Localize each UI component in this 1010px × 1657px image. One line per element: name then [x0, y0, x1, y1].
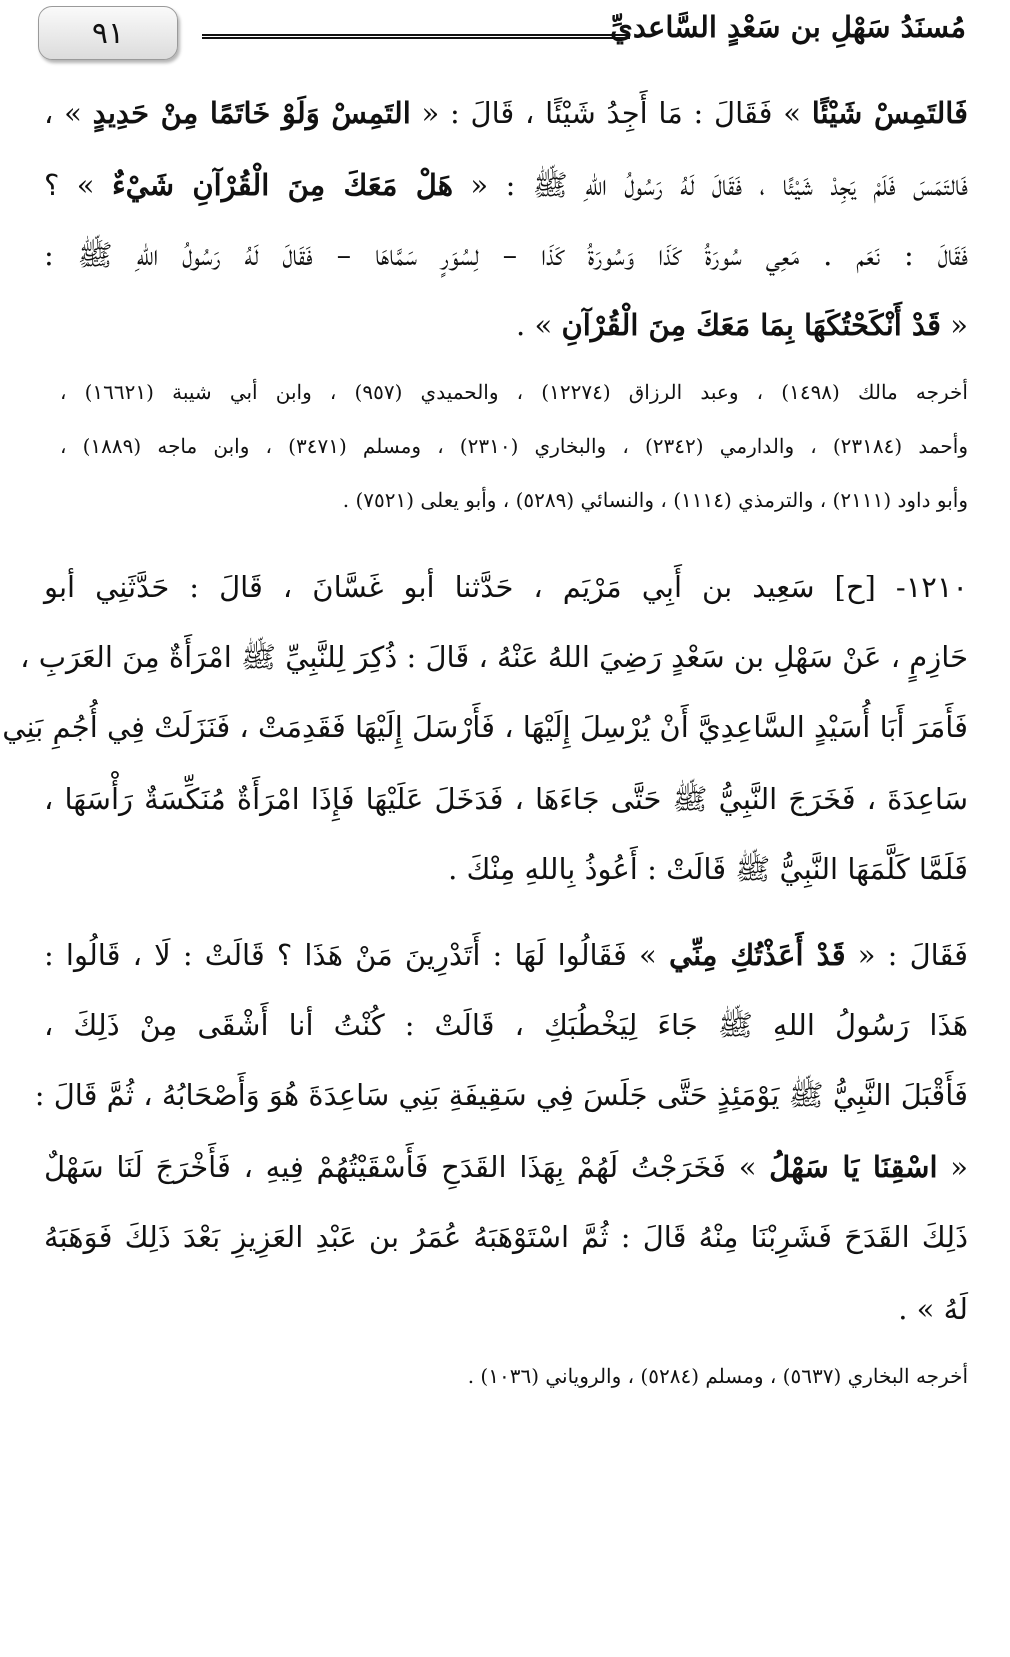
text-line [44, 1220, 968, 1255]
text-segment: فَأَمَرَ أَبَا أُسَيْدٍ السَّاعِدِيَّ أَنْ يُرْسِلَ إِلَيْهَا ، فَأَرْسَلَ إِلَيْهَا فَقَدِمَتْ ، فَنَزَلَتْ فِي أُجُمِ بَنِي [2, 710, 968, 744]
text-line [44, 852, 968, 887]
text-line [44, 938, 968, 973]
text-segment: سَاعِدَةَ ، فَخَرَجَ النَّبِيُّ ﷺ حَتَّى جَاءَهَا ، فَدَخَلَ عَلَيْهَا فَإِذَا امْرَأَةٌ مُنَكِّسَةٌ رَأْسَهَا ، [44, 782, 968, 816]
footnote-line: أخرجه مالك (١٤٩٨) ، وعبد الرزاق (١٢٢٧٤) ، والحميدي (٩٥٧) ، وابن أبي شيبة (١٦٦٢١) ، [60, 380, 968, 404]
text-segment: ١٢١٠- [ح] سَعِيد بن أَبِي مَرْيَم ، حَدَّثنا أبو غَسَّانَ ، قَالَ : حَدَّثَنِي أبو [44, 570, 968, 604]
bold-quote: اسْقِنَا يَا سَهْلُ [769, 1150, 938, 1184]
text-segment: حَازِمٍ ، عَنْ سَهْلِ بن سَعْدٍ رَضِيَ اللهُ عَنْهُ ، قَالَ : ذُكِرَ لِلنَّبِيِّ ﷺ امْرَأَةٌ مِنَ العَرَبِ ، [20, 640, 968, 674]
text-line [34, 1078, 968, 1113]
text-line [44, 1292, 968, 1327]
bold-quote: التَمِسْ وَلَوْ خَاتَمًا مِنْ حَدِيدٍ [92, 96, 411, 130]
text-line [20, 640, 968, 675]
header-rule [202, 34, 630, 39]
text-segment: فَلَمَّا كَلَّمَهَا النَّبِيُّ ﷺ قَالَتْ : أَعُوذُ بِاللهِ مِنْكَ . [448, 852, 968, 886]
footnote-line: وأبو داود (٢١١١) ، والترمذي (١١١٤) ، والنسائي (٥٢٨٩) ، وأبو يعلى (٧٥٢١) . [342, 488, 968, 512]
text-segment: « [941, 308, 968, 342]
text-segment: » فَخَرَجْتُ لَهُمْ بِهَذَا القَدَحِ فَأَسْقَيْتُهُمْ فِيهِ ، فَأَخْرَجَ لَنَا سَهْلٌ [44, 1150, 770, 1184]
bold-quote: قَدْ أَعَذْتُكِ مِنِّي [668, 938, 846, 972]
text-line [44, 570, 968, 605]
text-segment: فَالتَمَسَ فَلَمْ يَجِدْ شَيْئًا ، فَقَالَ لَهُ رَسُولُ اللهِ ﷺ : « [453, 168, 968, 202]
text-segment: » ؟ [44, 168, 112, 202]
text-segment: » فَقَالَ : مَا أَجِدُ شَيْئًا ، قَالَ : « [410, 96, 812, 130]
text-line [44, 1008, 968, 1043]
bold-quote: هَلْ مَعَكَ مِنَ الْقُرْآنِ شَيْءٌ [111, 168, 453, 202]
text-segment: » . [516, 308, 562, 342]
text-segment: ذَلِكَ القَدَحَ فَشَرِبْنَا مِنْهُ قَالَ : ثُمَّ اسْتَوْهَبَهُ عُمَرُ بن عَبْدِ العَزِيزِ بَعْدَ ذَلِكَ فَوَهَبَهُ [44, 1220, 968, 1254]
bold-quote: فَالتَمِسْ شَيْئًا [811, 96, 968, 130]
text-segment: فَأَقْبَلَ النَّبِيُّ ﷺ يَوْمَئِذٍ حَتَّى جَلَسَ فِي سَقِيفَةِ بَنِي سَاعِدَةَ هُوَ وَأَصْحَابُهُ ، ثُمَّ قَالَ : [34, 1078, 968, 1112]
text-line [44, 96, 968, 131]
footnote-line: أخرجه البخاري (٥٦٣٧) ، ومسلم (٥٢٨٤) ، والروياني (١٠٣٦) . [467, 1364, 968, 1388]
text-segment: هَذَا رَسُولُ اللهِ ﷺ جَاءَ لِيَخْطُبَكِ ، قَالَتْ : كُنْتُ أنا أَشْقَى مِنْ ذَلِكَ ، [44, 1008, 968, 1042]
page-number-tab [38, 6, 178, 60]
text-line [2, 710, 968, 745]
text-segment: » فَقَالُوا لَهَا : أَتَدْرِينَ مَنْ هَذَا ؟ قَالَتْ : لَا ، قَالُوا : [44, 938, 669, 972]
text-line [44, 782, 968, 817]
page-header [30, 4, 966, 64]
text-line [44, 308, 968, 343]
text-line [44, 1150, 968, 1185]
text-line [44, 168, 968, 203]
text-line [44, 238, 968, 273]
text-segment: لَهُ » . [898, 1292, 968, 1326]
text-segment: فَقَالَ : نَعَم . مَعِي سُورَةُ كَذَا وَسُورَةُ كَذَا – لِسُوَرٍ سَمَّاهَا – فَقَالَ لَهُ رَسُولُ اللهِ ﷺ : [44, 238, 968, 272]
text-segment: فَقَالَ : « [845, 938, 969, 972]
running-title: مُسنَدُ سَهْلِ بن سَعْدٍ السَّاعديِّ [610, 10, 966, 44]
text-segment: » ، [44, 96, 93, 130]
text-segment: « [937, 1150, 968, 1184]
footnote-line: وأحمد (٢٣١٨٤) ، والدارمي (٢٣٤٢) ، والبخاري (٢٣١٠) ، ومسلم (٣٤٧١) ، وابن ماجه (١٨٨٩) ، [60, 434, 968, 458]
page-number: ٩١ [91, 15, 125, 51]
bold-quote: قَدْ أَنْكَحْتُكَهَا بِمَا مَعَكَ مِنَ الْقُرْآنِ [561, 308, 942, 342]
